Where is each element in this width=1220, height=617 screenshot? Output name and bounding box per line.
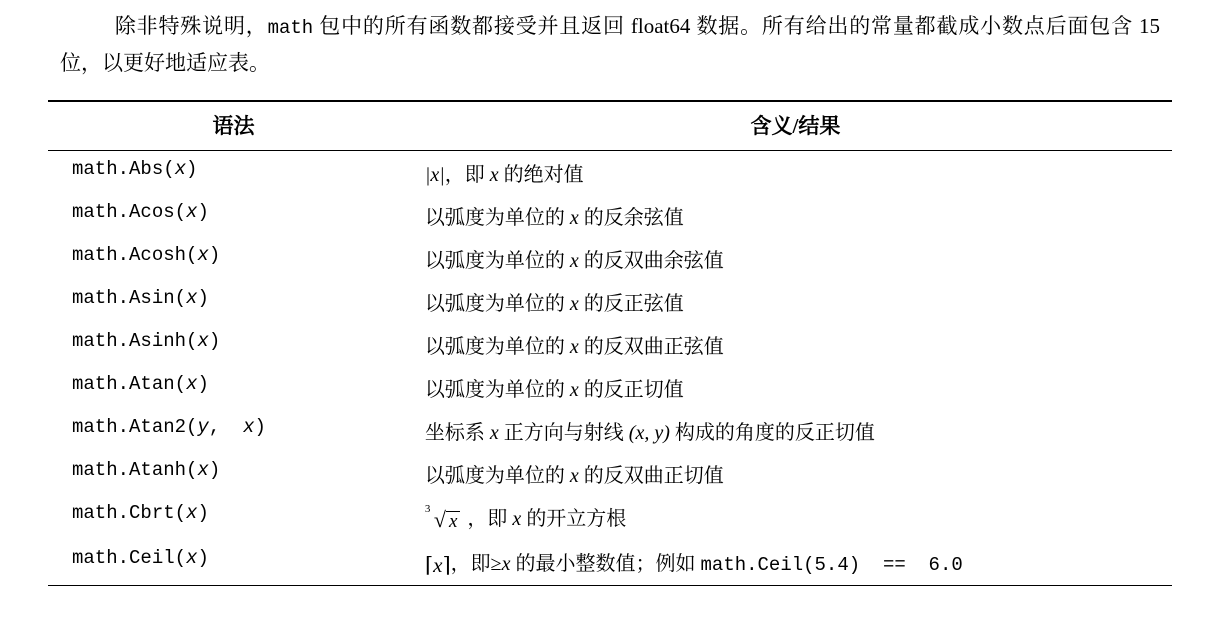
cell-meaning: 3 √ x ，即 x 的开立方根 <box>424 503 627 532</box>
math-functions-table <box>48 100 1172 583</box>
cell-syntax: math.Cbrt(x) <box>72 502 209 524</box>
cell-meaning: 以弧度为单位的 x 的反余弦值 <box>424 207 684 229</box>
cube-root-symbol: 3 √ x <box>425 509 461 533</box>
inline-code-ceil-example: math.Ceil(5.4) == 6.0 <box>700 554 963 576</box>
cell-syntax: math.Atan(x) <box>72 373 209 395</box>
table-row <box>48 194 1172 237</box>
table-row <box>48 237 1172 280</box>
cell-meaning: 以弧度为单位的 x 的反双曲余弦值 <box>424 250 724 272</box>
table-row <box>48 323 1172 366</box>
cell-syntax: math.Asinh(x) <box>72 330 221 352</box>
cell-meaning: 坐标系 x 正方向与射线 (x, y) 构成的角度的反正切值 <box>424 422 875 444</box>
table-row <box>48 366 1172 409</box>
table-row <box>48 495 1172 540</box>
table-row <box>48 452 1172 495</box>
table-row <box>48 540 1172 583</box>
cell-meaning: ⌈x⌉，即≥x 的最小整数值；例如 math.Ceil(5.4) == 6.0 <box>424 553 963 577</box>
table-bottom-rule <box>48 585 1172 586</box>
table-row <box>48 151 1172 195</box>
intro-paragraph: 除非特殊说明，math 包中的所有函数都接受并且返回 float64 数据。所有给出的常量都截成小数点后面包含 15 位，以更好地适应表。 <box>60 14 1160 76</box>
column-header-syntax: 语法 <box>48 101 419 151</box>
inline-code-math: math <box>267 17 314 39</box>
cell-meaning: 以弧度为单位的 x 的反双曲正切值 <box>424 465 724 487</box>
table-row <box>48 280 1172 323</box>
cell-syntax: math.Atan2(y, x) <box>72 416 266 438</box>
ceiling-symbol: ⌈x⌉ <box>424 553 451 577</box>
table-header <box>48 101 1172 151</box>
cell-syntax: math.Asin(x) <box>72 287 209 309</box>
cell-meaning: 以弧度为单位的 x 的反双曲正弦值 <box>424 336 724 358</box>
table-header-row <box>48 101 1172 151</box>
table-row <box>48 409 1172 452</box>
column-header-meaning: 含义/结果 <box>419 101 1172 151</box>
document-page <box>0 8 1220 617</box>
cell-syntax: math.Abs(x) <box>72 158 198 180</box>
cell-meaning: 以弧度为单位的 x 的反正切值 <box>424 379 684 401</box>
table-body <box>48 151 1172 584</box>
cell-meaning: |x|，即 x 的绝对值 <box>424 164 584 186</box>
cell-syntax: math.Acos(x) <box>72 201 209 223</box>
cell-syntax: math.Acosh(x) <box>72 244 221 266</box>
cell-syntax: math.Atanh(x) <box>72 459 221 481</box>
cell-meaning: 以弧度为单位的 x 的反正弦值 <box>424 293 684 315</box>
cell-syntax: math.Ceil(x) <box>72 547 209 569</box>
